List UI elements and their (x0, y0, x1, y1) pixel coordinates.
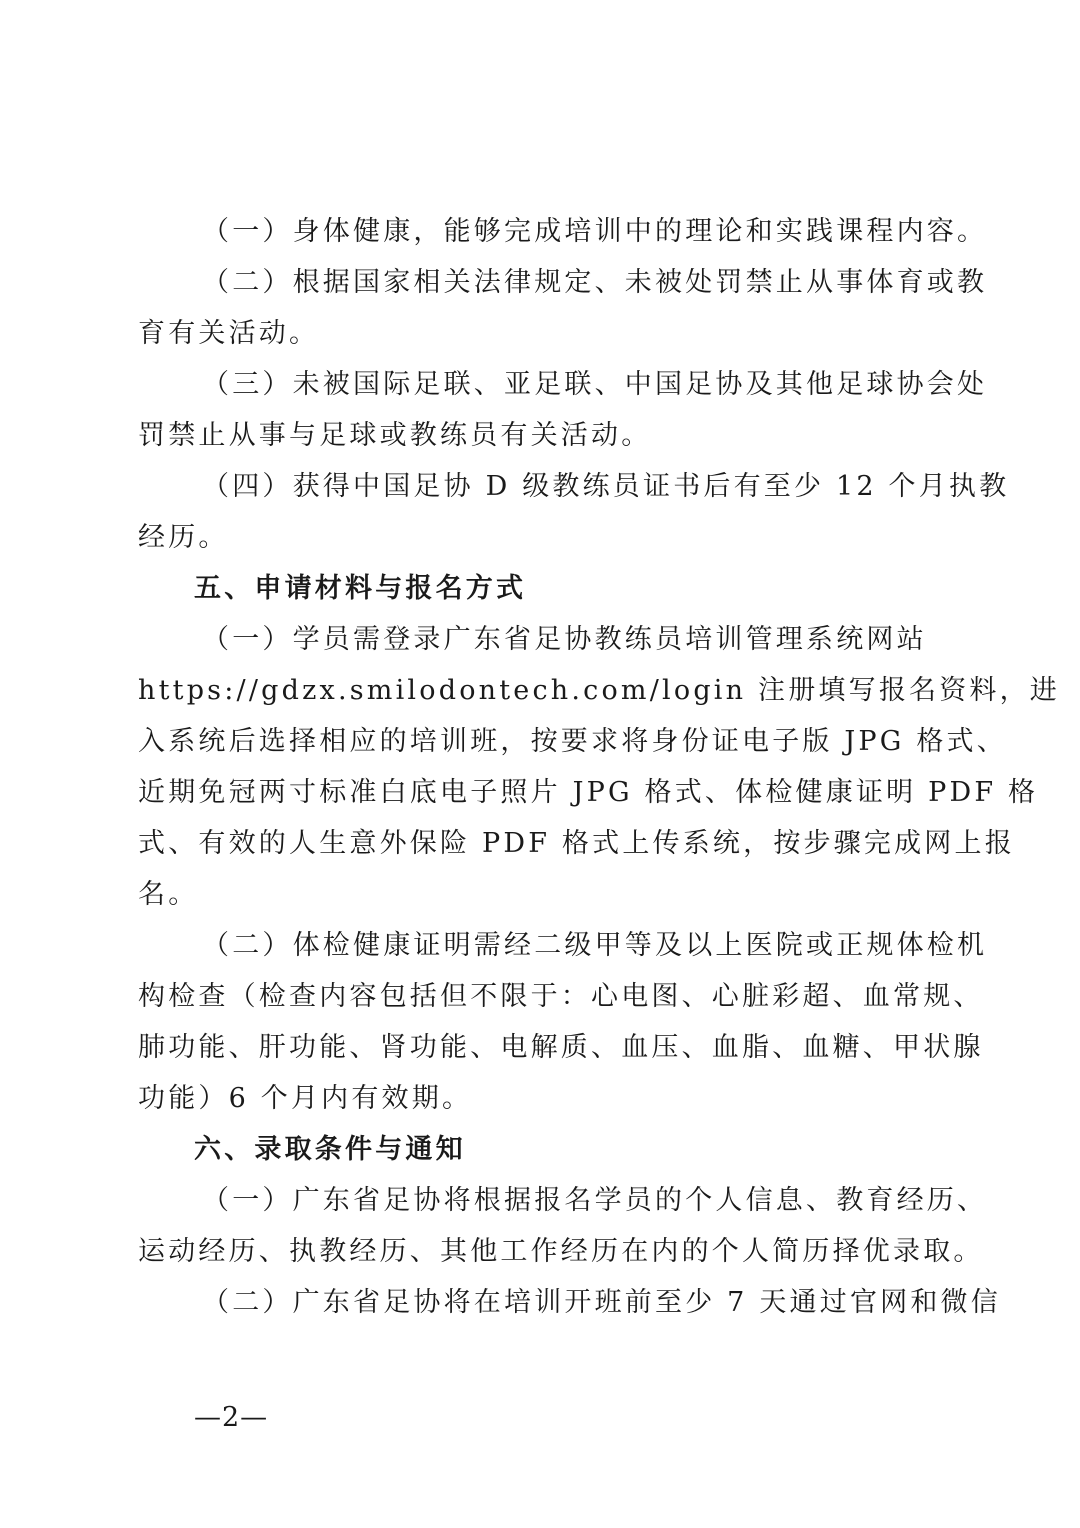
text-line: （二）广东省足协将在培训开班前至少 7 天通过官网和微信 (202, 1287, 1001, 1318)
text-line: （一）学员需登录广东省足协教练员培训管理系统网站 (202, 624, 927, 655)
text-line: 构检查（检查内容包括但不限于：心电图、心脏彩超、血常规、 (138, 981, 984, 1012)
text-line: 五、申请材料与报名方式 (194, 573, 527, 604)
paragraph (138, 206, 988, 257)
text-line: 罚禁止从事与足球或教练员有关活动。 (138, 420, 652, 451)
paragraph (138, 359, 988, 461)
paragraph (138, 1277, 1001, 1328)
paragraph (138, 920, 988, 1124)
text-line: 功能）6 个月内有效期。 (138, 1083, 473, 1114)
paragraph (138, 1175, 988, 1277)
paragraph (138, 257, 988, 359)
text-line: 名。 (138, 879, 199, 910)
paragraph (138, 461, 1010, 563)
text-line: 运动经历、执教经历、其他工作经历在内的个人简历择优录取。 (138, 1236, 984, 1267)
section-heading (138, 1124, 948, 1175)
text-line: 式、有效的人生意外保险 PDF 格式上传系统，按步骤完成网上报 (138, 828, 1015, 859)
text-line: https://gdzx.smilodontech.com/login 注册填写报名资料，进 (138, 675, 1061, 706)
document-body (138, 206, 1061, 1328)
text-line: （四）获得中国足协 D 级教练员证书后有至少 12 个月执教 (202, 471, 1010, 502)
text-line: 经历。 (138, 522, 229, 553)
text-line: 近期免冠两寸标准白底电子照片 JPG 格式、体检健康证明 PDF 格 (138, 777, 1039, 808)
text-line: （二）体检健康证明需经二级甲等及以上医院或正规体检机 (202, 930, 988, 961)
text-line: （一）身体健康，能够完成培训中的理论和实践课程内容。 (202, 216, 988, 247)
paragraph (138, 614, 1061, 920)
text-line: （二）根据国家相关法律规定、未被处罚禁止从事体育或教 (202, 267, 988, 298)
text-line: 六、录取条件与通知 (194, 1134, 466, 1165)
text-line: 肺功能、肝功能、肾功能、电解质、血压、血脂、血糖、甲状腺 (138, 1032, 984, 1063)
text-line: 育有关活动。 (138, 318, 320, 349)
text-line: （三）未被国际足联、亚足联、中国足协及其他足球协会处 (202, 369, 988, 400)
text-line: 入系统后选择相应的培训班，按要求将身份证电子版 JPG 格式、 (138, 726, 1007, 757)
page-number: —2— (194, 1402, 269, 1433)
text-line: （一）广东省足协将根据报名学员的个人信息、教育经历、 (202, 1185, 988, 1216)
section-heading (138, 563, 948, 614)
